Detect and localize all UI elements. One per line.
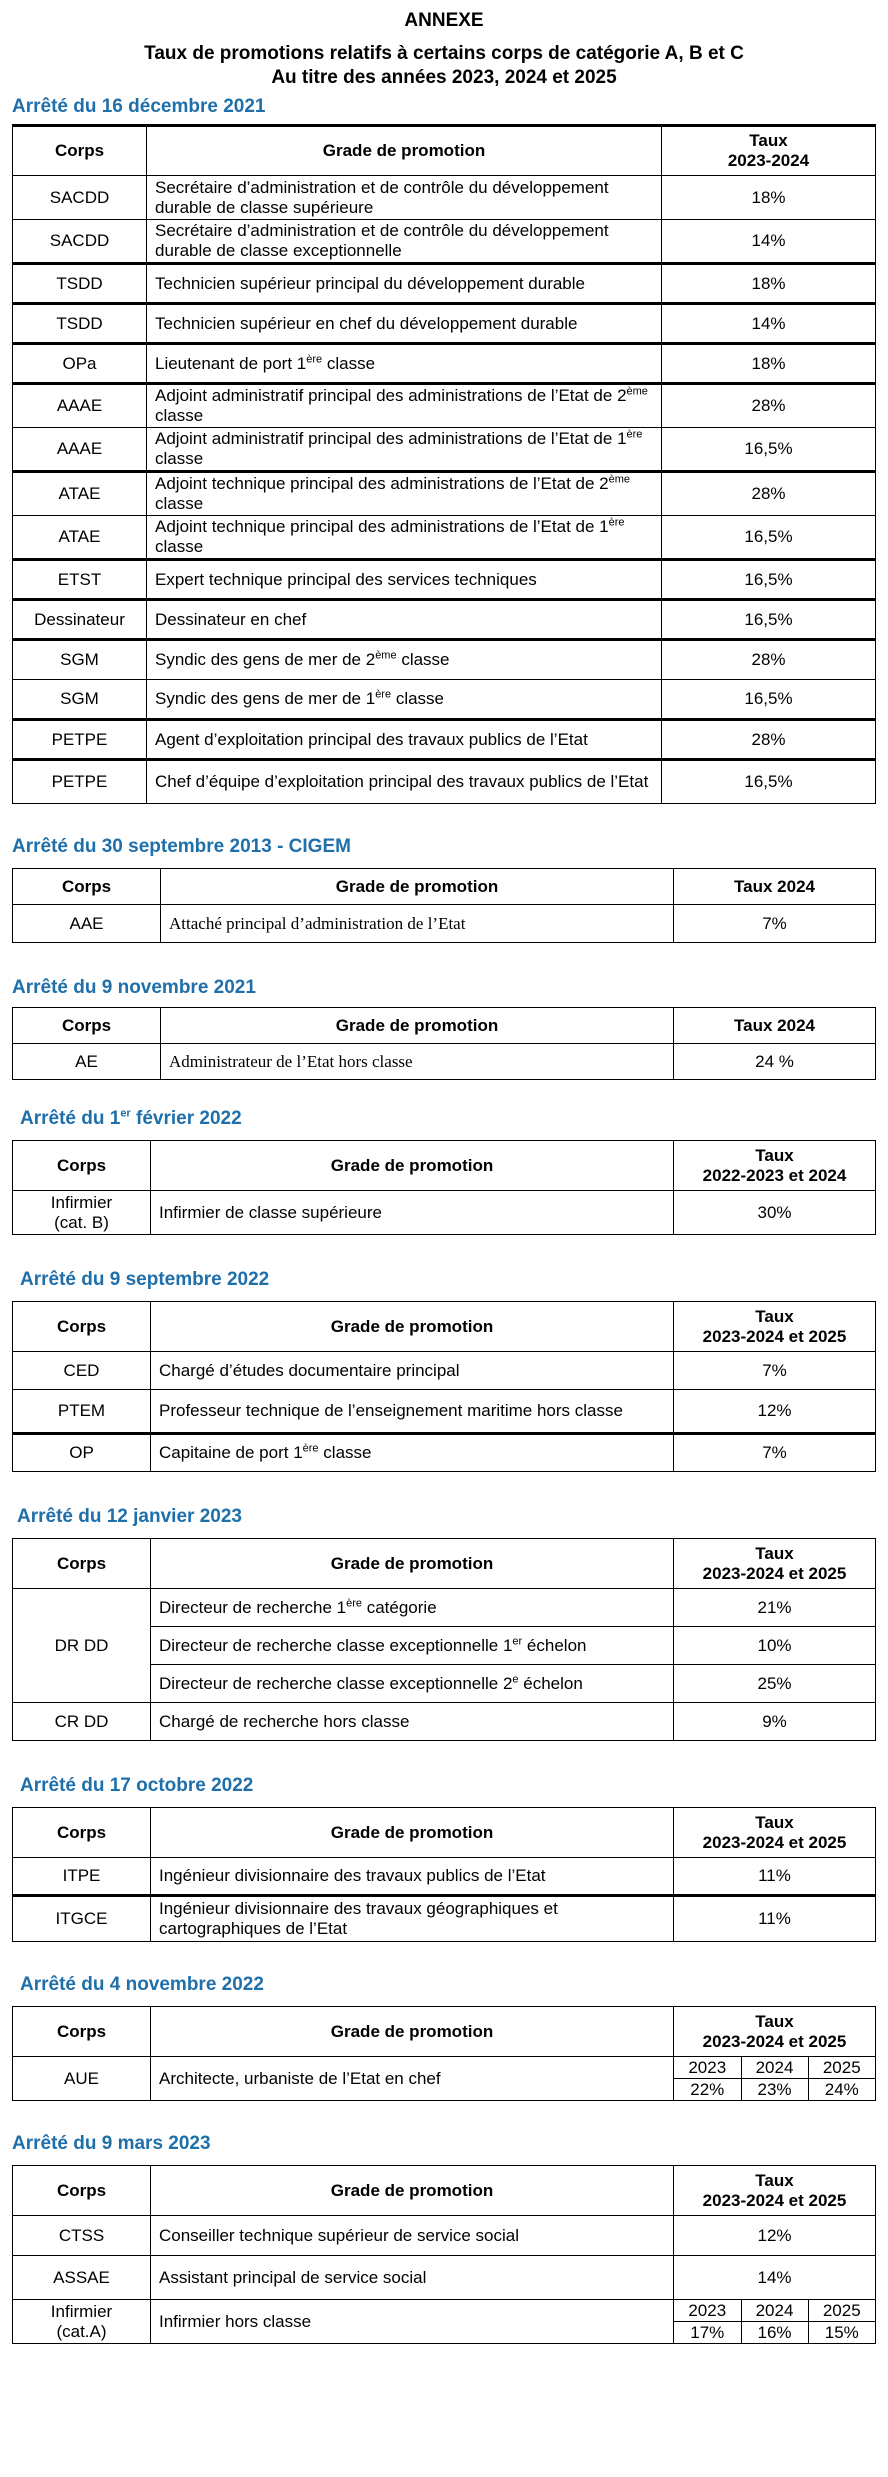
grade-cell: Adjoint technique principal des administrations de l’Etat de 2ème classe	[147, 472, 662, 516]
corps-cell: PETPE	[13, 720, 147, 760]
table-row	[13, 905, 876, 943]
grade-cell: Architecte, urbaniste de l’Etat en chef	[151, 2057, 674, 2101]
grade-cell: Professeur technique de l’enseignement maritime hors classe	[151, 1390, 674, 1434]
year-rate: 15%	[808, 2322, 875, 2344]
corps-cell: AE	[13, 1044, 161, 1080]
grade-cell: Attaché principal d’administration de l’Etat	[161, 905, 674, 943]
grade-cell: Dessinateur en chef	[147, 600, 662, 640]
section-arrete-9-mars-2023	[12, 2133, 876, 2344]
rates-table	[12, 1538, 876, 1741]
rates-table	[12, 1807, 876, 1942]
year-label: 2023	[688, 2301, 727, 2320]
grade-cell: Ingénieur divisionnaire des travaux publics de l’Etat	[151, 1858, 674, 1896]
table-row	[13, 600, 876, 640]
rates-table	[12, 124, 876, 804]
rate-cell: 16,5%	[662, 760, 876, 804]
col-header-rate: Taux 2023-2024 et 2025	[674, 1539, 876, 1589]
corps-cell: SGM	[13, 640, 147, 680]
corps-cell: CTSS	[13, 2216, 151, 2256]
table-row	[13, 1896, 876, 1942]
table-row	[13, 516, 876, 560]
section-title: Arrêté du 9 septembre 2022	[20, 1269, 270, 1290]
corps-cell: AAAE	[13, 428, 147, 472]
table-row	[13, 472, 876, 516]
corps-cell: ITGCE	[13, 1896, 151, 1942]
corps-cell: TSDD	[13, 304, 147, 344]
col-header-corps: Corps	[13, 1141, 151, 1191]
col-header-grade: Grade de promotion	[151, 2007, 674, 2057]
year-label: 2024	[741, 2057, 808, 2079]
table-row	[13, 1589, 876, 1627]
table-row	[13, 720, 876, 760]
section-title: Arrêté du 9 mars 2023	[12, 2133, 211, 2154]
section-arrete-4-novembre-2022	[12, 1974, 876, 2101]
grade-cell: Administrateur de l’Etat hors classe	[161, 1044, 674, 1080]
rate-cell: 16,5%	[662, 600, 876, 640]
col-header-corps: Corps	[13, 869, 161, 905]
grade-cell: Expert technique principal des services techniques	[147, 560, 662, 600]
section-title: Arrêté du 9 novembre 2021	[12, 977, 256, 998]
col-header-rate: Taux 2023-2024	[662, 126, 876, 176]
section-title: Arrêté du 4 novembre 2022	[20, 1974, 264, 1995]
annexe-label: ANNEXE	[404, 10, 484, 31]
section-title: Arrêté du 17 octobre 2022	[20, 1775, 254, 1796]
corps-cell: Infirmier (cat.A)	[13, 2300, 151, 2344]
col-header-grade: Grade de promotion	[151, 2166, 674, 2216]
year-rate: 16%	[741, 2322, 808, 2344]
year-label: 2025	[808, 2300, 875, 2322]
rate-cell: 28%	[662, 472, 876, 516]
grade-cell: Conseiller technique supérieur de service social	[151, 2216, 674, 2256]
table-row	[13, 560, 876, 600]
grade-cell: Adjoint administratif principal des administrations de l’Etat de 2ème classe	[147, 384, 662, 428]
corps-cell: AAE	[13, 905, 161, 943]
grade-cell: Technicien supérieur en chef du développement durable	[147, 304, 662, 344]
table-row	[13, 2256, 876, 2300]
rate-breakdown-cell	[674, 2057, 876, 2101]
grade-cell: Chargé d’études documentaire principal	[151, 1352, 674, 1390]
rates-table	[12, 1007, 876, 1080]
col-header-rate: Taux 2023-2024 et 2025	[674, 2007, 876, 2057]
section-arrete-17-octobre-2022	[12, 1775, 876, 1942]
col-header-rate: Taux 2024	[674, 869, 876, 905]
section-title: Arrêté du 12 janvier 2023	[17, 1506, 242, 1527]
rate-cell: 18%	[662, 344, 876, 384]
grade-cell: Secrétaire d’administration et de contrôle du développement durable de classe supérieure	[147, 176, 662, 220]
document-header	[0, 10, 888, 90]
rate-cell: 7%	[674, 1434, 876, 1472]
corps-cell: Infirmier (cat. B)	[13, 1191, 151, 1235]
corps-cell: OP	[13, 1434, 151, 1472]
col-header-corps: Corps	[13, 126, 147, 176]
rate-cell: 9%	[674, 1703, 876, 1741]
col-header-grade: Grade de promotion	[151, 1808, 674, 1858]
table-row	[13, 1858, 876, 1896]
section-title: Arrêté du 16 décembre 2021	[12, 96, 266, 117]
rate-cell: 18%	[662, 264, 876, 304]
rates-table	[12, 2006, 876, 2101]
table-row	[13, 264, 876, 304]
col-header-grade: Grade de promotion	[161, 869, 674, 905]
grade-cell: Directeur de recherche classe exceptionnelle 2e échelon	[151, 1665, 674, 1703]
rate-cell: 28%	[662, 720, 876, 760]
table-row	[13, 384, 876, 428]
year-label: 2024	[741, 2300, 808, 2322]
rates-table	[12, 1140, 876, 1235]
corps-cell: DR DD	[13, 1589, 151, 1703]
col-header-grade: Grade de promotion	[147, 126, 662, 176]
grade-cell: Chef d’équipe d’exploitation principal des travaux publics de l’Etat	[147, 760, 662, 804]
table-row	[13, 1044, 876, 1080]
table-row	[13, 1703, 876, 1741]
corps-cell: CED	[13, 1352, 151, 1390]
grade-cell: Adjoint administratif principal des administrations de l’Etat de 1ère classe	[147, 428, 662, 472]
rate-cell: 18%	[662, 176, 876, 220]
rate-cell: 14%	[674, 2256, 876, 2300]
col-header-corps: Corps	[13, 1302, 151, 1352]
corps-cell: TSDD	[13, 264, 147, 304]
corps-cell: ASSAE	[13, 2256, 151, 2300]
rate-cell: 25%	[674, 1665, 876, 1703]
table-row	[13, 304, 876, 344]
col-header-corps: Corps	[13, 1808, 151, 1858]
year-rate: 23%	[741, 2079, 808, 2101]
year-rate: 17%	[674, 2322, 741, 2344]
rate-cell: 7%	[674, 1352, 876, 1390]
grade-cell: Ingénieur divisionnaire des travaux géographiques et cartographiques de l’Etat	[151, 1896, 674, 1942]
corps-cell: OPa	[13, 344, 147, 384]
col-header-rate: Taux 2023-2024 et 2025	[674, 1302, 876, 1352]
rate-cell: 10%	[674, 1627, 876, 1665]
col-header-corps: Corps	[13, 2166, 151, 2216]
corps-cell: SACDD	[13, 220, 147, 264]
col-header-corps: Corps	[13, 1008, 161, 1044]
grade-cell: Adjoint technique principal des administrations de l’Etat de 1ère classe	[147, 516, 662, 560]
rate-cell: 16,5%	[662, 680, 876, 720]
rate-cell: 16,5%	[662, 516, 876, 560]
table-row	[13, 1191, 876, 1235]
table-row	[13, 760, 876, 804]
grade-cell: Directeur de recherche 1ère catégorie	[151, 1589, 674, 1627]
corps-cell: ETST	[13, 560, 147, 600]
rates-table	[12, 868, 876, 943]
year-rate: 24%	[808, 2079, 875, 2101]
col-header-grade: Grade de promotion	[151, 1539, 674, 1589]
table-row	[13, 2216, 876, 2256]
rate-cell: 16,5%	[662, 560, 876, 600]
grade-cell: Syndic des gens de mer de 1ère classe	[147, 680, 662, 720]
rate-cell: 21%	[674, 1589, 876, 1627]
grade-cell: Directeur de recherche classe exceptionnelle 1er échelon	[151, 1627, 674, 1665]
col-header-rate: Taux 2023-2024 et 2025	[674, 1808, 876, 1858]
corps-cell: Dessinateur	[13, 600, 147, 640]
corps-cell: SGM	[13, 680, 147, 720]
grade-cell: Infirmier hors classe	[151, 2300, 674, 2344]
grade-cell: Technicien supérieur principal du développement durable	[147, 264, 662, 304]
rate-cell: 12%	[674, 2216, 876, 2256]
section-arrete-30-septembre-2013	[12, 836, 876, 943]
rate-cell: 7%	[674, 905, 876, 943]
rate-cell: 30%	[674, 1191, 876, 1235]
col-header-rate: Taux 2022-2023 et 2024	[674, 1141, 876, 1191]
table-row	[13, 220, 876, 264]
section-arrete-12-janvier-2023	[12, 1506, 876, 1741]
corps-cell: ATAE	[13, 472, 147, 516]
table-row	[13, 1352, 876, 1390]
table-row	[13, 680, 876, 720]
col-header-corps: Corps	[13, 2007, 151, 2057]
table-row	[13, 176, 876, 220]
grade-cell: Assistant principal de service social	[151, 2256, 674, 2300]
table-row	[13, 1390, 876, 1434]
col-header-grade: Grade de promotion	[151, 1141, 674, 1191]
year-label: 2023	[688, 2058, 727, 2077]
section-title: Arrêté du 30 septembre 2013 - CIGEM	[12, 836, 351, 857]
grade-cell: Infirmier de classe supérieure	[151, 1191, 674, 1235]
section-arrete-1-fevrier-2022	[12, 1108, 876, 1235]
corps-cell: AUE	[13, 2057, 151, 2101]
section-arrete-16-decembre-2021	[12, 96, 876, 804]
rate-cell: 28%	[662, 384, 876, 428]
document-title: Taux de promotions relatifs à certains corps de catégorie A, B et C	[144, 43, 744, 64]
col-header-grade: Grade de promotion	[161, 1008, 674, 1044]
grade-cell: Capitaine de port 1ère classe	[151, 1434, 674, 1472]
corps-cell: PTEM	[13, 1390, 151, 1434]
corps-cell: AAAE	[13, 384, 147, 428]
rate-cell: 24 %	[674, 1044, 876, 1080]
grade-cell: Agent d’exploitation principal des travaux publics de l’Etat	[147, 720, 662, 760]
rate-breakdown-cell	[674, 2300, 876, 2344]
col-header-rate: Taux 2023-2024 et 2025	[674, 2166, 876, 2216]
grade-cell: Secrétaire d’administration et de contrôle du développement durable de classe exceptionnelle	[147, 220, 662, 264]
table-row	[13, 428, 876, 472]
year-rate: 22%	[674, 2079, 741, 2101]
table-row	[13, 344, 876, 384]
rate-cell: 28%	[662, 640, 876, 680]
section-title: Arrêté du 1er février 2022	[20, 1107, 242, 1129]
corps-cell: PETPE	[13, 760, 147, 804]
grade-cell: Chargé de recherche hors classe	[151, 1703, 674, 1741]
corps-cell: ITPE	[13, 1858, 151, 1896]
col-header-rate: Taux 2024	[674, 1008, 876, 1044]
section-arrete-9-novembre-2021	[12, 977, 876, 1080]
grade-cell: Lieutenant de port 1ère classe	[147, 344, 662, 384]
rate-cell: 14%	[662, 220, 876, 264]
col-header-corps: Corps	[13, 1539, 151, 1589]
corps-cell: ATAE	[13, 516, 147, 560]
rate-cell: 16,5%	[662, 428, 876, 472]
corps-cell: CR DD	[13, 1703, 151, 1741]
rates-table	[12, 2165, 876, 2344]
rate-breakdown-table	[674, 2057, 875, 2100]
section-arrete-9-septembre-2022	[12, 1269, 876, 1472]
table-row	[13, 2300, 876, 2344]
rates-table	[12, 1301, 876, 1472]
rate-breakdown-table	[674, 2300, 875, 2343]
rate-cell: 14%	[662, 304, 876, 344]
document-subtitle: Au titre des années 2023, 2024 et 2025	[271, 67, 617, 88]
corps-cell: SACDD	[13, 176, 147, 220]
table-row	[13, 640, 876, 680]
table-row	[13, 1434, 876, 1472]
rate-cell: 12%	[674, 1390, 876, 1434]
rate-cell: 11%	[674, 1896, 876, 1942]
grade-cell: Syndic des gens de mer de 2ème classe	[147, 640, 662, 680]
col-header-grade: Grade de promotion	[151, 1302, 674, 1352]
rate-cell: 11%	[674, 1858, 876, 1896]
year-label: 2025	[808, 2057, 875, 2079]
table-row	[13, 2057, 876, 2101]
